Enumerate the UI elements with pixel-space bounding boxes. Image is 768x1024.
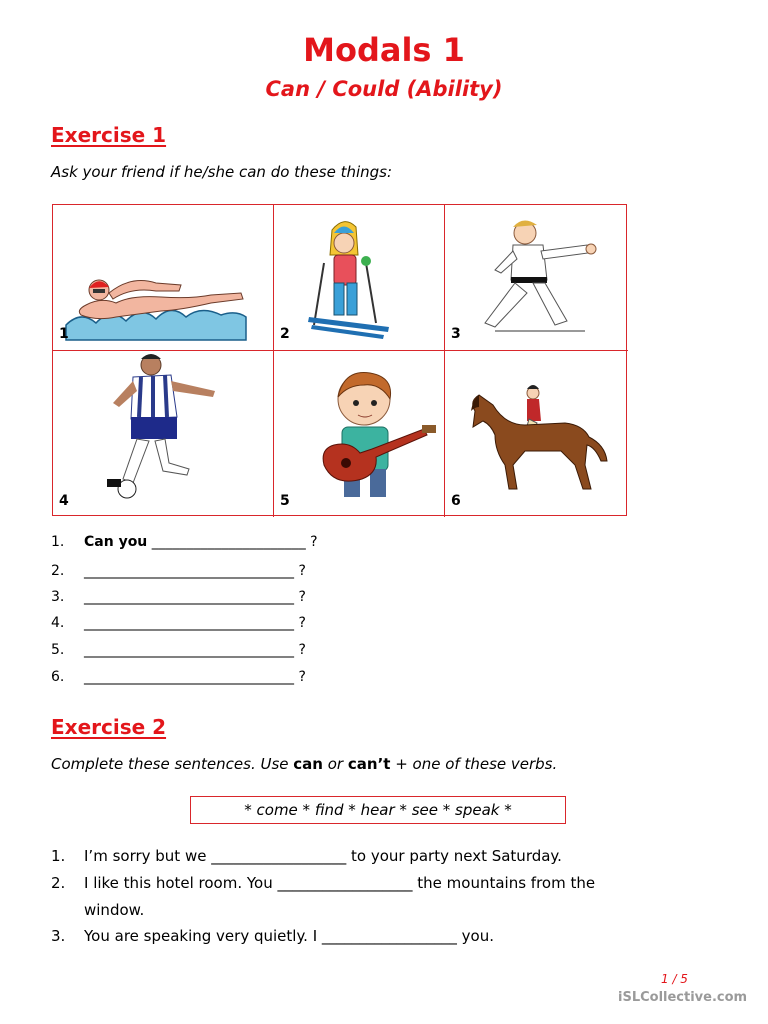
picture-cell-5 bbox=[274, 351, 445, 517]
football-player-icon bbox=[93, 351, 223, 501]
question-line-3: 3. ______________________________ ? bbox=[51, 589, 306, 605]
question-line-1: 1. Can you ______________________ ? bbox=[51, 534, 318, 550]
picture-number: 3 bbox=[451, 326, 461, 342]
verb-box: * come * find * hear * see * speak * bbox=[190, 796, 566, 824]
picture-grid bbox=[52, 204, 627, 516]
karate-icon bbox=[475, 215, 605, 340]
sentence-line-2-cont: window. bbox=[84, 901, 145, 919]
exercise-1-instruction: Ask your friend if he/she can do these things: bbox=[51, 163, 393, 181]
picture-cell-1 bbox=[53, 205, 274, 351]
sentence-line-3: 3. You are speaking very quietly. I __________________ you. bbox=[51, 927, 495, 945]
picture-cell-4 bbox=[53, 351, 274, 517]
swimmer-icon bbox=[61, 255, 251, 345]
page-number: 1 / 5 bbox=[661, 972, 688, 986]
picture-number: 2 bbox=[280, 326, 290, 342]
picture-number: 1 bbox=[59, 326, 69, 342]
exercise-2-instruction: Complete these sentences. Use can or can’t + one of these verbs. bbox=[51, 755, 558, 773]
question-line-5: 5. ______________________________ ? bbox=[51, 642, 306, 658]
picture-cell-6 bbox=[445, 351, 628, 517]
page-subtitle: Can / Could (Ability) bbox=[265, 77, 503, 101]
picture-number: 6 bbox=[451, 493, 461, 509]
guitar-boy-icon bbox=[314, 369, 444, 509]
horse-rider-icon bbox=[465, 381, 615, 501]
exercise-2-heading: Exercise 2 bbox=[51, 715, 167, 739]
sentence-line-1: 1. I’m sorry but we __________________ to your party next Saturday. bbox=[51, 847, 562, 865]
skier-icon bbox=[304, 215, 394, 340]
question-line-4: 4. ______________________________ ? bbox=[51, 615, 306, 631]
picture-number: 5 bbox=[280, 493, 290, 509]
sentence-line-2: 2. I like this hotel room. You __________________ the mountains from the bbox=[51, 874, 596, 892]
brand-watermark: iSLCollective.com bbox=[618, 990, 748, 1005]
question-line-2: 2. ______________________________ ? bbox=[51, 563, 306, 579]
picture-number: 4 bbox=[59, 493, 69, 509]
question-line-6: 6. ______________________________ ? bbox=[51, 669, 306, 685]
picture-cell-3 bbox=[445, 205, 628, 351]
picture-cell-2 bbox=[274, 205, 445, 351]
page-title: Modals 1 bbox=[303, 31, 465, 69]
exercise-1-heading: Exercise 1 bbox=[51, 123, 167, 147]
